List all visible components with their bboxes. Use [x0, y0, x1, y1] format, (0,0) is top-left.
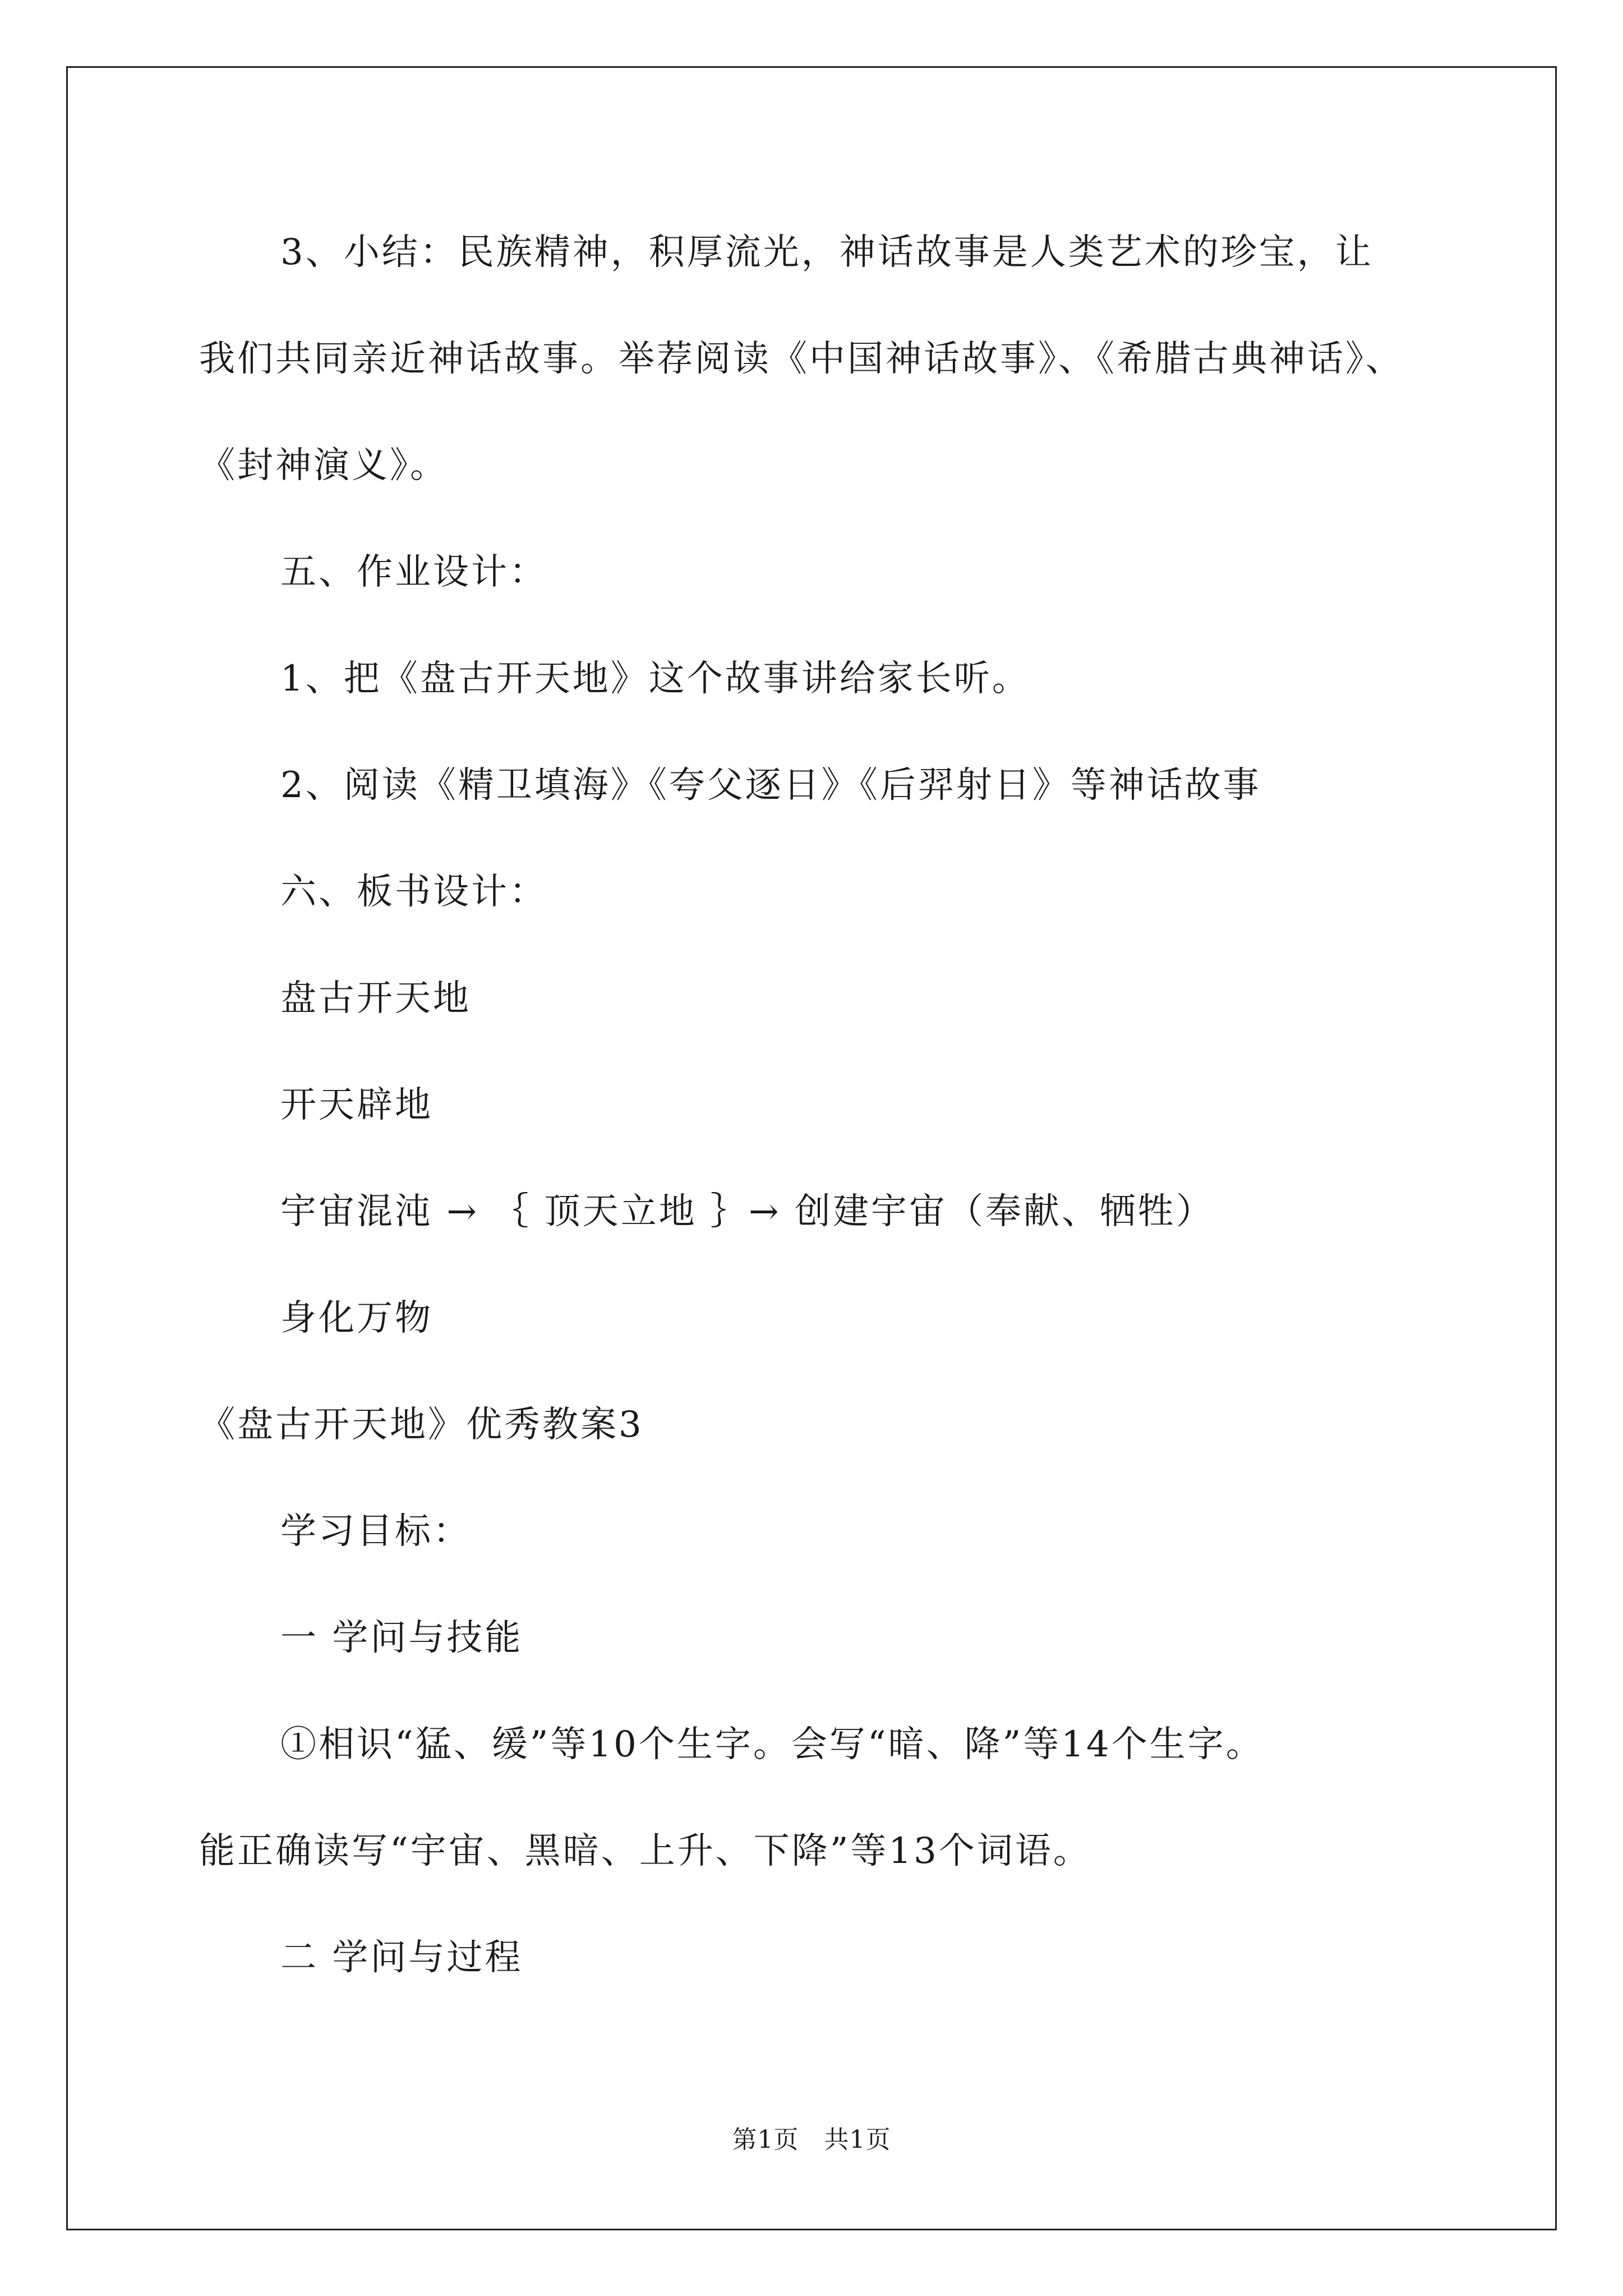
paragraph-line: 3、小结：民族精神，积厚流光，神话故事是人类艺术的珍宝，让 — [280, 232, 1373, 273]
paragraph-line: 能正确读写“宇宙、黑暗、上升、下降”等13个词语。 — [199, 1830, 1091, 1872]
board-line: 宇宙混沌 → ｛ 顶天立地 ｝→ 创建宇宙（奉献、牺牲） — [280, 1191, 1214, 1232]
section-heading: 五、作业设计： — [280, 551, 547, 593]
page-footer: 第1页 共1页 — [732, 2125, 891, 2154]
paragraph-line: 2、阅读《精卫填海》《夸父逐日》《后羿射日》等神话故事 — [280, 765, 1261, 806]
page-border — [66, 66, 1557, 2230]
paragraph-line: 《封神演义》。 — [199, 445, 448, 486]
section-heading: 二 学问与过程 — [280, 1937, 523, 1978]
board-line: 盘古开天地 — [280, 978, 471, 1019]
board-line: 开天辟地 — [280, 1084, 433, 1126]
board-line: 身化万物 — [280, 1297, 433, 1339]
section-heading: 学习目标： — [280, 1511, 471, 1552]
document-title: 《盘古开天地》优秀教案3 — [199, 1404, 644, 1446]
section-heading: 六、板书设计： — [280, 871, 547, 913]
paragraph-line: ①相识“猛、缓”等10个生字。会写“暗、降”等14个生字。 — [280, 1724, 1264, 1765]
paragraph-line: 1、把《盘古开天地》这个故事讲给家长听。 — [280, 658, 1030, 700]
section-heading: 一 学问与技能 — [280, 1617, 523, 1659]
paragraph-line: 我们共同亲近神话故事。举荐阅读《中国神话故事》、《希腊古典神话》、 — [199, 338, 1404, 380]
